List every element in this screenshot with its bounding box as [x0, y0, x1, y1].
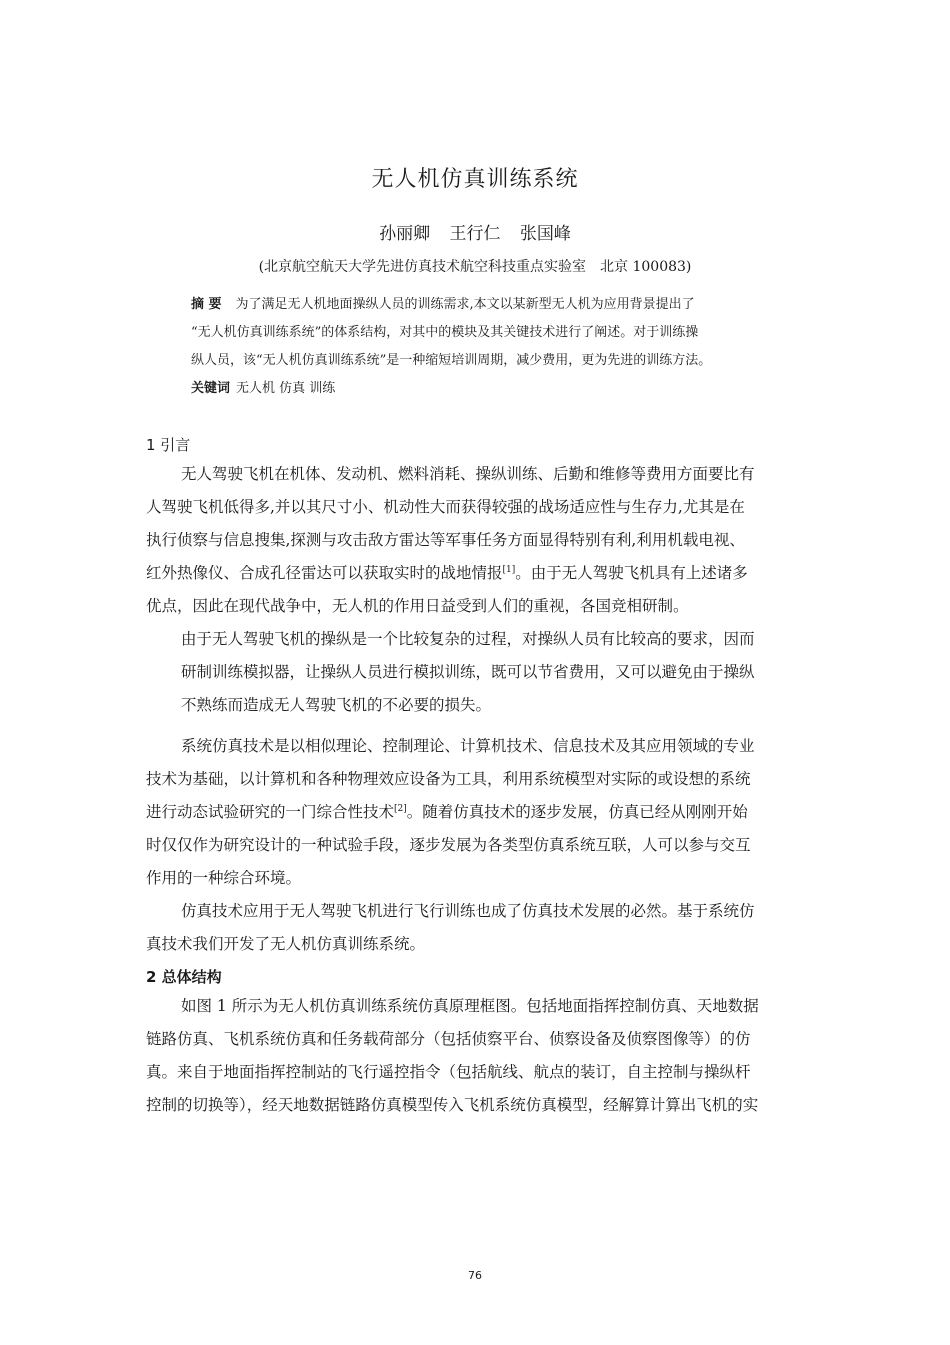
paragraph-line: 系统仿真技术是以相似理论、控制理论、计算机技术、信息技术及其应用领域的专业 [181, 737, 755, 755]
section-heading-structure: 2 总体结构 [146, 968, 222, 986]
paragraph-line [146, 557, 806, 590]
keywords-label: 关键词 [191, 381, 231, 396]
paragraph-line [146, 796, 806, 829]
paragraph-line: 时仅仅作为研究设计的一种试验手段，逐步发展为各类型仿真系统互联，人可以参与交互 [146, 836, 751, 854]
paragraph-line: 如图 1 所示为无人机仿真训练系统仿真原理框图。包括地面指挥控制仿真、天地数据 [181, 997, 759, 1015]
paragraph-line: 优点，因此在现代战争中，无人机的作用日益受到人们的重视，各国竞相研制。 [146, 597, 689, 615]
paper-title: 无人机仿真训练系统 [371, 167, 579, 192]
section-heading-intro: 1 引言 [146, 436, 191, 454]
keywords-text: 无人机 仿真 训练 [236, 381, 336, 396]
paragraph-line: 不熟练而造成无人驾驶飞机的不必要的损失。 [181, 696, 492, 714]
abstract-line-3: 纵人员，该“无人机仿真训练系统”是一种缩短培训周期，减少费用，更为先进的训练方法。 [191, 353, 712, 368]
abstract-block [191, 291, 777, 403]
paragraph-2 [181, 623, 806, 722]
paragraph-4 [146, 895, 806, 961]
keywords-line [191, 375, 777, 403]
abstract-line-1 [191, 291, 777, 319]
paragraph-line: 无人驾驶飞机在机体、发动机、燃料消耗、操纵训练、后勤和维修等费用方面要比有 [181, 465, 755, 483]
paragraph-line-text: 。随着仿真技术的逐步发展，仿真已经从刚刚开始 [406, 803, 748, 821]
paragraph-line: 控制的切换等），经天地数据链路仿真模型传入飞机系统仿真模型，经解算计算出飞机的实 [146, 1096, 759, 1114]
citation-ref: [2] [394, 804, 407, 814]
abstract-label: 摘 要 [191, 297, 222, 312]
paragraph-1 [146, 458, 806, 623]
paragraph-line-text: 红外热像仪、合成孔径雷达可以获取实时的战地情报 [146, 564, 503, 582]
paragraph-line: 执行侦察与信息搜集,探测与攻击敌方雷达等军事任务方面显得特别有利,利用机载电视、 [146, 531, 745, 549]
paragraph-line: 技术为基础，以计算机和各种物理效应设备为工具，利用系统模型对实际的或设想的系统 [146, 770, 751, 788]
paragraph-line: 真。来自于地面指挥控制站的飞行遥控指令（包括航线、航点的装订，自主控制与操纵杆 [146, 1063, 751, 1081]
page-number: 76 [468, 1269, 482, 1282]
paragraph-line: 链路仿真、飞机系统仿真和任务载荷部分（包括侦察平台、侦察设备及侦察图像等）的仿 [146, 1030, 751, 1048]
paragraph-line: 仿真技术应用于无人驾驶飞机进行飞行训练也成了仿真技术发展的必然。基于系统仿 [181, 902, 755, 920]
paragraph-line: 作用的一种综合环境。 [146, 869, 302, 887]
affiliation: (北京航空航天大学先进仿真技术航空科技重点实验室 北京 100083) [258, 259, 692, 275]
abstract-line-2: “无人机仿真训练系统”的体系结构，对其中的模块及其关键技术进行了阐述。对于训练操 [191, 325, 699, 340]
paragraph-line: 由于无人驾驶飞机的操纵是一个比较复杂的过程，对操纵人员有比较高的要求，因而 [181, 630, 755, 648]
paragraph-3 [146, 730, 806, 895]
paragraph-line: 研制训练模拟器，让操纵人员进行模拟训练，既可以节省费用，又可以避免由于操纵 [181, 663, 755, 681]
abstract-text: 为了满足无人机地面操纵人员的训练需求,本文以某新型无人机为应用背景提出了 [235, 297, 695, 312]
citation-ref: [1] [502, 565, 516, 575]
paragraph-line: 真技术我们开发了无人机仿真训练系统。 [146, 935, 426, 953]
paragraph-line: 人驾驶飞机低得多,并以其尺寸小、机动性大而获得较强的战场适应性与生存力,尤其是在 [146, 498, 745, 516]
author-list: 孙丽卿 王行仁 张国峰 [379, 224, 571, 244]
paragraph-line-text: 进行动态试验研究的一门综合性技术 [146, 803, 395, 821]
paragraph-5 [146, 990, 806, 1122]
paragraph-line-text: 。由于无人驾驶飞机具有上述诸多 [515, 564, 748, 582]
